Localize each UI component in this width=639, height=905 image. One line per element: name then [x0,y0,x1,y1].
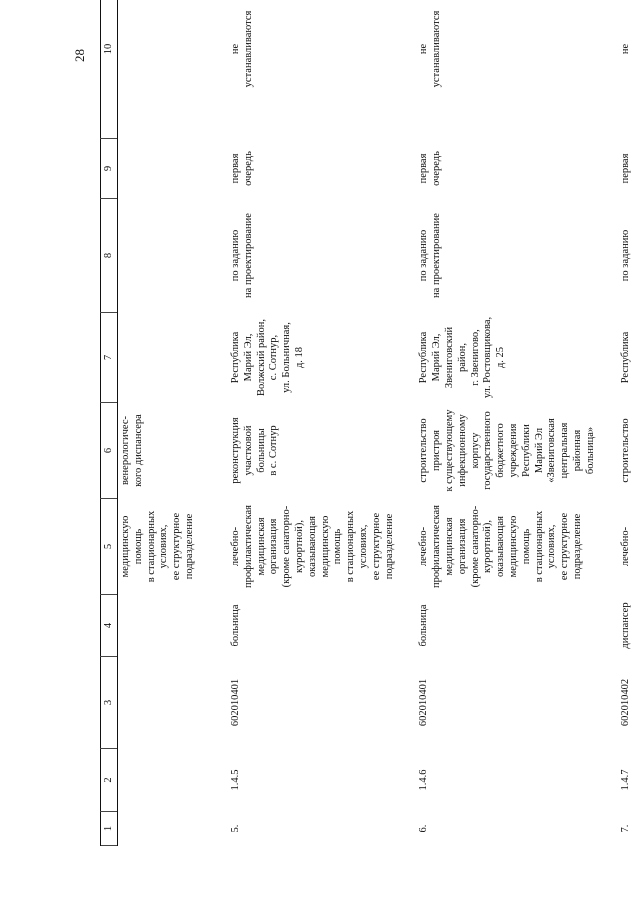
cell-text-line: организация [456,518,468,575]
objects-table [100,0,639,846]
cell-text-line: медицинскую [507,515,519,578]
cell-text-line: оказывающая [495,516,507,577]
cell-text-line: курортной), [482,520,494,574]
col-header-8: 8 [101,199,118,313]
cell-text-line: «Звениговская [546,418,558,483]
cell-text-line: подразделение [571,513,583,580]
cell-type: больница [418,604,430,647]
cell-text-line: условиях, [357,524,369,569]
cell-text-line: (кроме санаторно- [281,505,293,588]
cell-text-line: центральная [559,422,571,479]
cell-zones [398,0,599,139]
cell-text-line: лечебно- [418,526,430,567]
cell-text-line: Марий Эл, [431,333,443,382]
cell-text-line: устанавливаются [431,10,443,88]
cell-stage [210,139,398,199]
cell-zones [600,0,639,139]
cell-text-line: профилактическая [242,505,254,588]
cell-text-line: больницы [255,428,267,473]
cell-text-line: (кроме санаторно- [469,505,481,588]
cell-text-line: государственного [482,411,494,490]
cell-text-line: лечебно- [619,526,631,567]
cell-text-line: медицинскую [120,515,131,578]
cell-purpose [210,499,398,595]
cell-text-line: д. 25 [495,346,507,369]
cell-text-line: в с. Сотнур [268,425,280,476]
col-header-10: 10 [101,0,118,139]
cell-text-line: учреждения [507,423,519,478]
cell-purpose [118,499,211,595]
cell-text-line: корпусу [469,432,481,469]
cell-text-line: медицинская [443,517,455,576]
cell-okved: 602010402 [619,678,631,727]
table-row [398,0,599,846]
cell-code: 1.4.7 [619,769,631,791]
cell-text-line: условиях, [158,524,170,569]
cell-text-line: не [619,43,631,55]
cell-text-line: подразделение [383,513,395,580]
cell-text-line: венерологичес- [120,416,131,485]
table-row-continuation [118,0,211,846]
cell-text-line: устанавливаются [242,10,254,88]
cell-okved: 602010401 [230,678,241,727]
cell-text-line: Звениговский [443,326,455,389]
cell-text-line: помощь [332,528,344,565]
cell-type: больница [230,604,241,647]
cell-text-line: пристроя [431,430,443,471]
cell-number: 6. [418,824,430,833]
cell-purpose [600,499,639,595]
cell-text-line: ул. Больничная, [281,322,293,393]
cell-location [600,313,639,403]
cell-text-line: в стационарных [145,510,157,583]
cell-text-line: медицинская [255,517,267,576]
col-header-2: 2 [101,749,118,812]
cell-text-line: на проектирование [242,213,254,298]
col-header-4: 4 [101,595,118,657]
cell-text-line: профилактическая [431,505,443,588]
cell-event [210,403,398,499]
cell-text-line: первая [230,153,241,184]
cell-text-line: строительство [418,418,430,483]
cell-code: 1.4.6 [418,769,430,791]
col-header-9: 9 [101,139,118,199]
cell-text-line: медицинскую [319,515,331,578]
cell-text-line: с. Сотнур, [268,334,280,381]
cell-text-line: в стационарных [345,510,357,583]
cell-text-line: инфекционному [456,414,468,487]
cell-text-line: курортной), [293,520,305,574]
cell-text-line: бюджетного [495,423,507,478]
cell-text-line: оказывающая [306,516,318,577]
cell-text-line: Республика [230,331,241,384]
cell-text-line: ул. Ростовщикова, [482,316,494,399]
cell-status [600,199,639,313]
cell-text-line: помощь [520,528,532,565]
cell-event [118,403,211,499]
cell-text-line: реконструкция [230,417,241,484]
cell-location [210,313,398,403]
cell-code: 1.4.5 [230,769,241,791]
cell-text-line: условиях, [546,524,558,569]
header-row [101,0,118,846]
cell-purpose [398,499,599,595]
table-row [210,0,398,846]
cell-text-line: д. 18 [293,346,305,369]
cell-stage [600,139,639,199]
cell-text-line: кого диспансера [132,414,144,487]
cell-text-line: первая [418,153,430,184]
cell-text-line: районная [571,429,583,472]
cell-text-line: Марий Эл, [242,333,254,382]
cell-text-line: лечебно- [230,526,241,567]
cell-location [398,313,599,403]
col-header-7: 7 [101,313,118,403]
table-row [600,0,639,846]
cell-text-line: на проектирование [431,213,443,298]
cell-text-line: Волжский район, [255,318,267,397]
col-header-3: 3 [101,657,118,749]
cell-event [600,403,639,499]
cell-text-line: по заданию [418,229,430,282]
cell-text-line: ее структурное [370,512,382,581]
cell-okved: 602010401 [418,678,430,727]
cell-zones [210,0,398,139]
cell-text-line: ее структурное [559,512,571,581]
cell-text-line: район, [456,342,468,373]
cell-text-line: по заданию [619,229,631,282]
cell-text-line: очередь [242,151,254,186]
cell-text-line: к существующему [443,409,455,492]
col-header-6: 6 [101,403,118,499]
col-header-5: 5 [101,499,118,595]
cell-text-line: не [230,43,241,55]
cell-text-line: первая [619,153,631,184]
cell-text-line: г. Звенигово, [469,329,481,386]
cell-text-line: организация [268,518,280,575]
cell-text-line: Республика [619,331,631,384]
cell-text-line: Республика [418,331,430,384]
cell-text-line: по заданию [230,229,241,282]
cell-text-line: ее структурное [171,512,183,581]
cell-type: диспансер [619,602,631,649]
cell-text-line: Марий Эл [533,427,545,474]
page-number: 28 [72,49,87,62]
cell-text-line: очередь [431,151,443,186]
cell-text-line: не [418,43,430,55]
cell-text-line: больница» [584,426,596,475]
cell-text-line: помощь [132,528,144,565]
cell-text-line: участковой [242,425,254,476]
cell-number: 5. [230,824,241,833]
cell-text-line: строительство [619,418,631,483]
col-header-1: 1 [101,812,118,846]
cell-text-line: подразделение [183,513,195,580]
cell-text-line: в стационарных [533,510,545,583]
cell-text-line: Республики [520,424,532,477]
cell-number: 7. [619,824,631,833]
cell-status [398,199,599,313]
cell-event [398,403,599,499]
cell-stage [398,139,599,199]
cell-status [210,199,398,313]
